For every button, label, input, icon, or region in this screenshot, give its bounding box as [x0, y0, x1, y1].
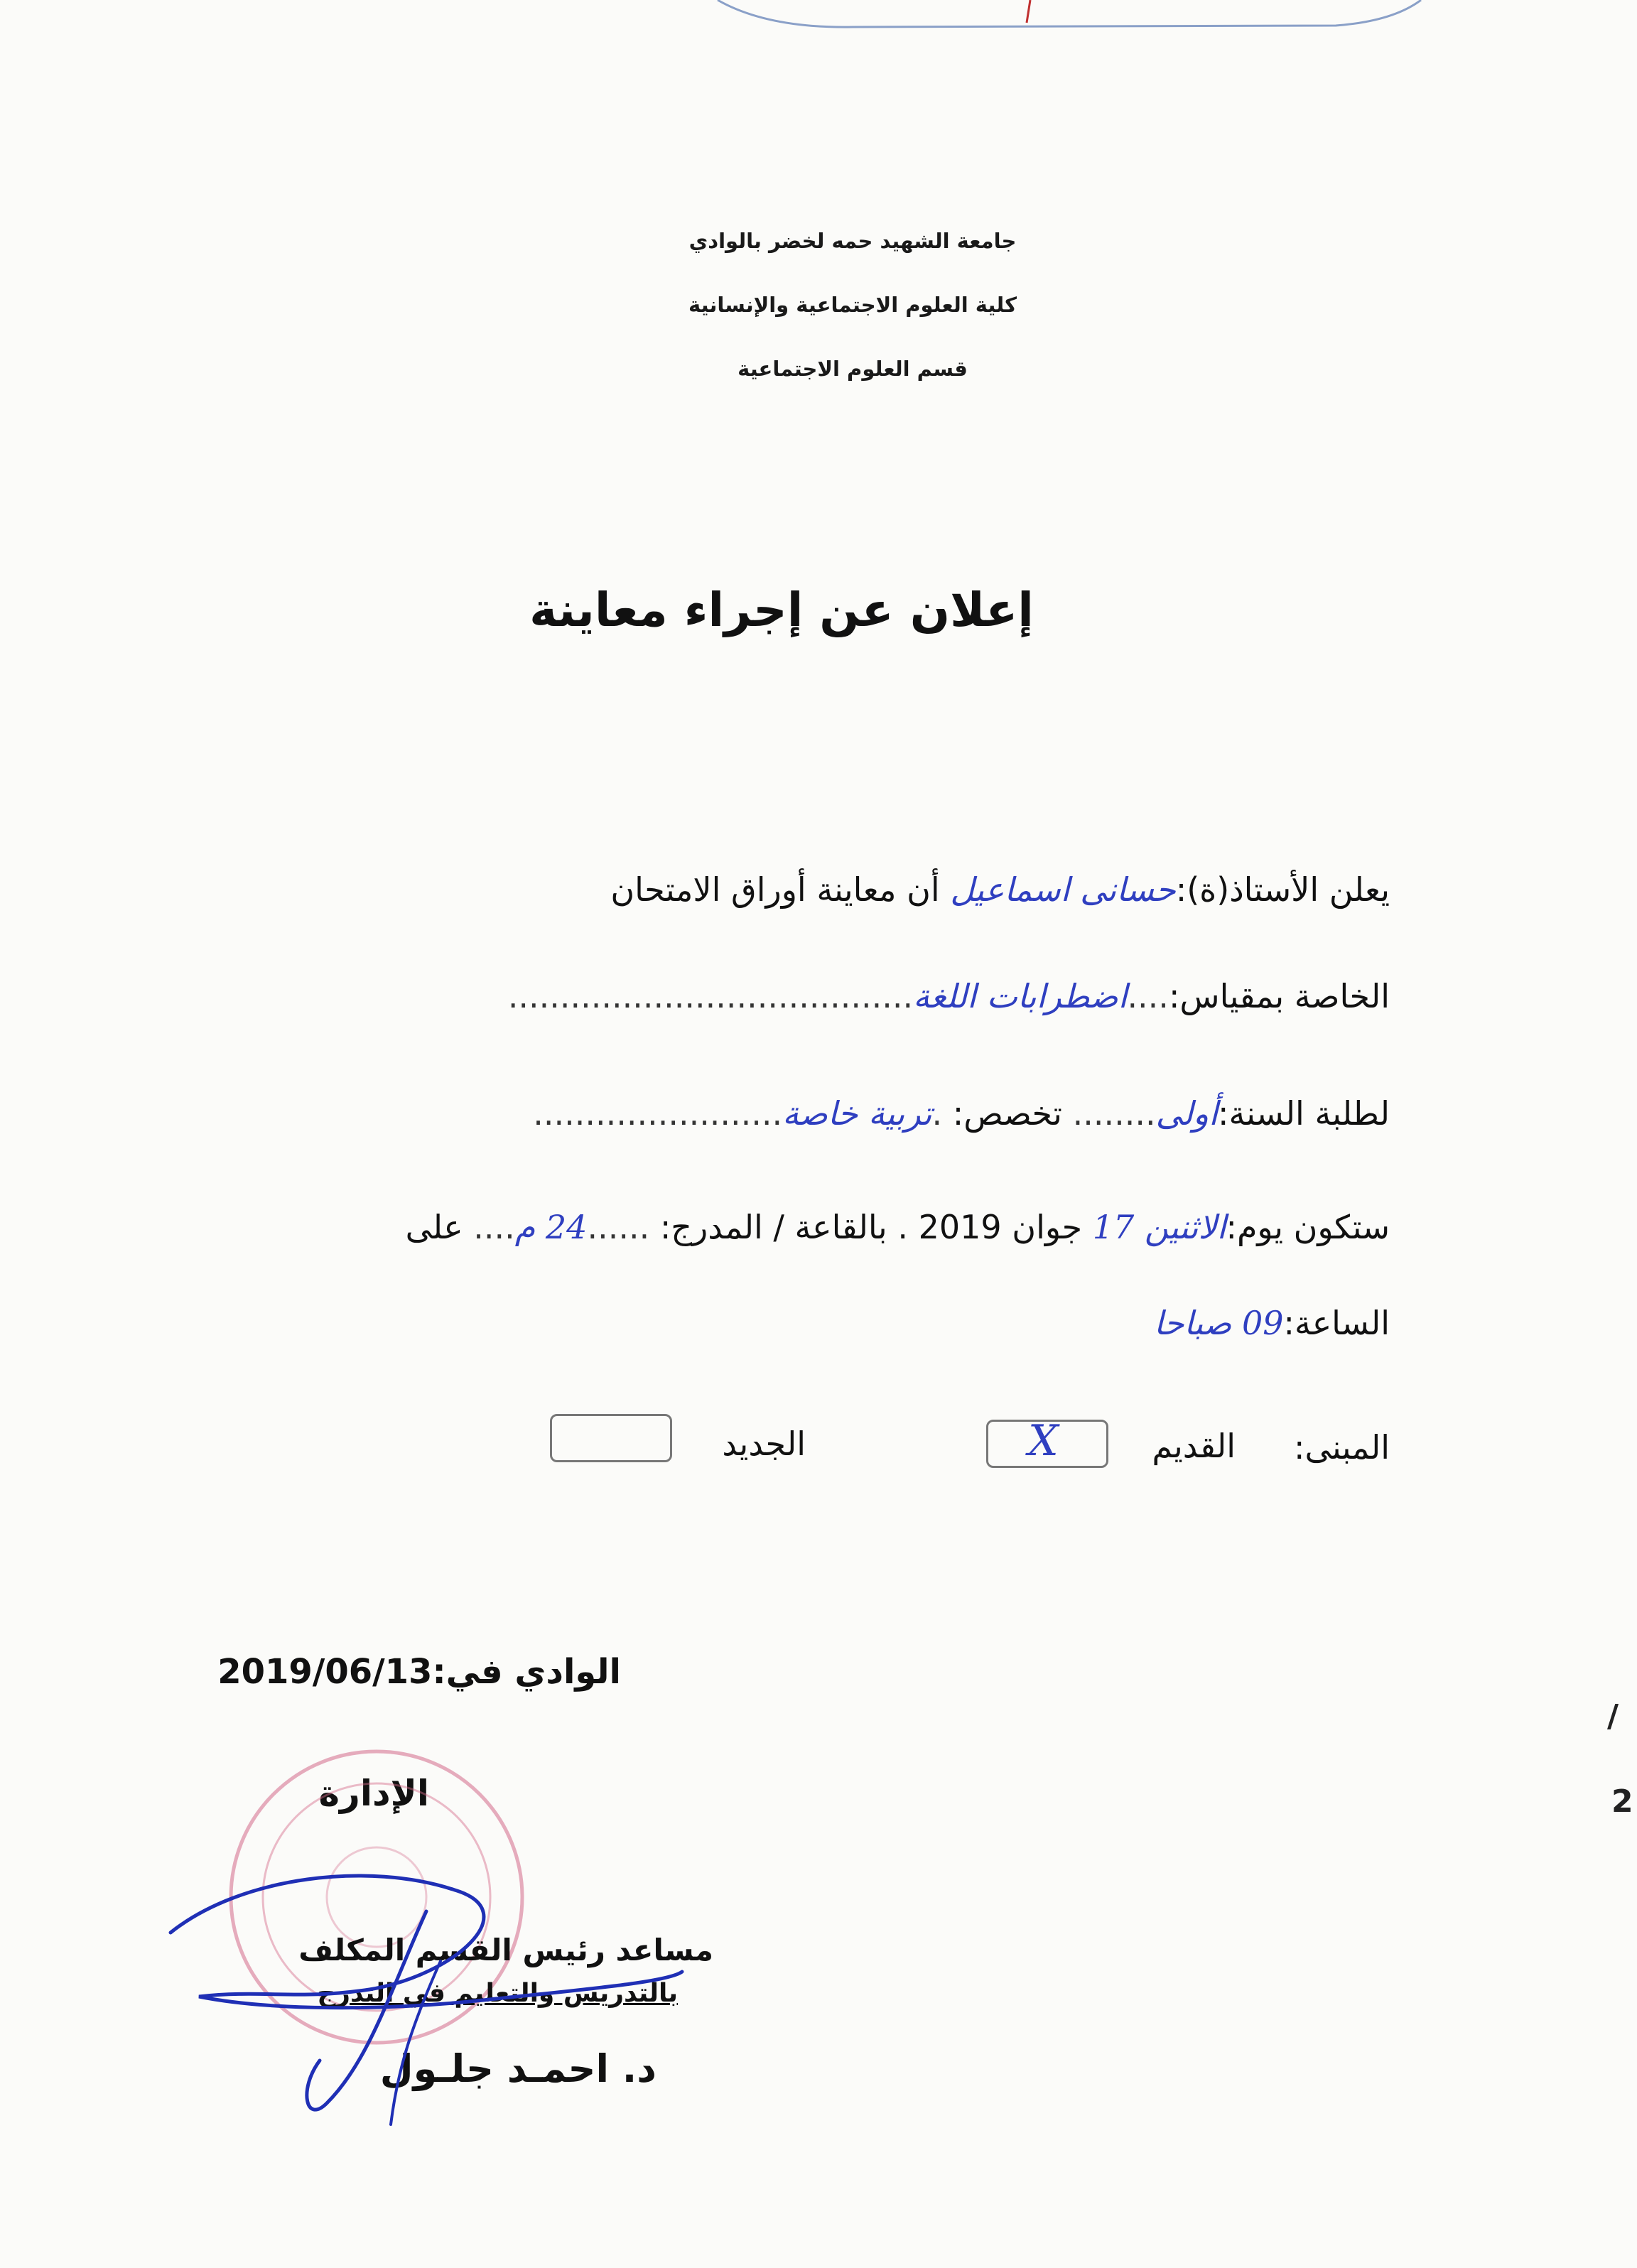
old-building-label: القديم: [1152, 1427, 1236, 1465]
position-line-2: بالتدريس والتعليم في التدرج: [317, 1979, 678, 2008]
scan-edge-artifact: [0, 0, 1637, 43]
line-professor: [610, 870, 1390, 909]
subject-label: الخاصة بمقياس:: [1168, 977, 1390, 1015]
year-label: لطلبة السنة:: [1217, 1094, 1390, 1133]
date-value: 2019/06/13: [217, 1652, 433, 1692]
line-subject: الخاصة بمقياس:....اضطرابات اللغة.......................................: [507, 977, 1390, 1015]
room-handwritten: 24 م: [514, 1208, 588, 1246]
new-building-label: الجديد: [722, 1425, 806, 1463]
university-name: جامعة الشهيد حمه لخضر بالوادي: [688, 229, 1017, 253]
department-name: قسم العلوم الاجتماعية: [738, 357, 968, 381]
professor-label: يعلن الأستاذ(ة):: [1175, 870, 1390, 909]
line1-suffix: أن معاينة أوراق الامتحان: [610, 870, 940, 909]
day-handwritten: الاثنين 17: [1092, 1208, 1226, 1246]
edge-artifact-1: /: [1607, 1698, 1619, 1734]
month-room-label: جوان 2019 . بالقاعة / المدرج:: [659, 1208, 1083, 1246]
specialty-handwritten: تربية خاصة: [782, 1094, 932, 1133]
document-title: إعلان عن إجراء معاينة: [529, 583, 1034, 637]
date-line: [217, 1652, 621, 1692]
subject-handwritten: اضطرابات اللغة: [913, 977, 1128, 1015]
building-label: المبنى:: [1294, 1428, 1390, 1467]
position-line-1: مساعد رئيس القسم المكلف: [298, 1933, 713, 1967]
old-building-checkbox[interactable]: [986, 1416, 1108, 1468]
professor-name-handwritten: حسانى اسماعيل: [950, 870, 1176, 909]
day-label: ستكون يوم:: [1226, 1208, 1390, 1246]
line4-suffix: على: [405, 1208, 463, 1246]
line-date-room: ستكون يوم:الاثنين 17 جوان 2019 . بالقاعة / المدرج: ......24 م.... على: [405, 1208, 1390, 1246]
edge-artifact-2: 2: [1611, 1783, 1633, 1820]
year-handwritten: أولى: [1155, 1094, 1218, 1133]
date-label: الوادي في:: [432, 1652, 621, 1692]
faculty-name: كلية العلوم الاجتماعية والإنسانية: [688, 293, 1017, 317]
old-building-check-mark: X: [1028, 1416, 1059, 1466]
line-building: [1294, 1428, 1390, 1467]
new-building-checkbox[interactable]: [550, 1414, 672, 1462]
specialty-label: تخصص:: [952, 1094, 1062, 1133]
line-time: [1154, 1304, 1390, 1342]
handwritten-signature-icon: [156, 1847, 696, 2146]
time-label: الساعة:: [1283, 1304, 1390, 1342]
signatory-name: د. احمـد جلـول: [379, 2046, 657, 2091]
time-handwritten: 09 صباحا: [1153, 1304, 1284, 1342]
administration-label: الإدارة: [318, 1773, 429, 1814]
line-year: لطلبة السنة:أولى........ تخصص: .تربية خاصة........................: [533, 1094, 1390, 1133]
